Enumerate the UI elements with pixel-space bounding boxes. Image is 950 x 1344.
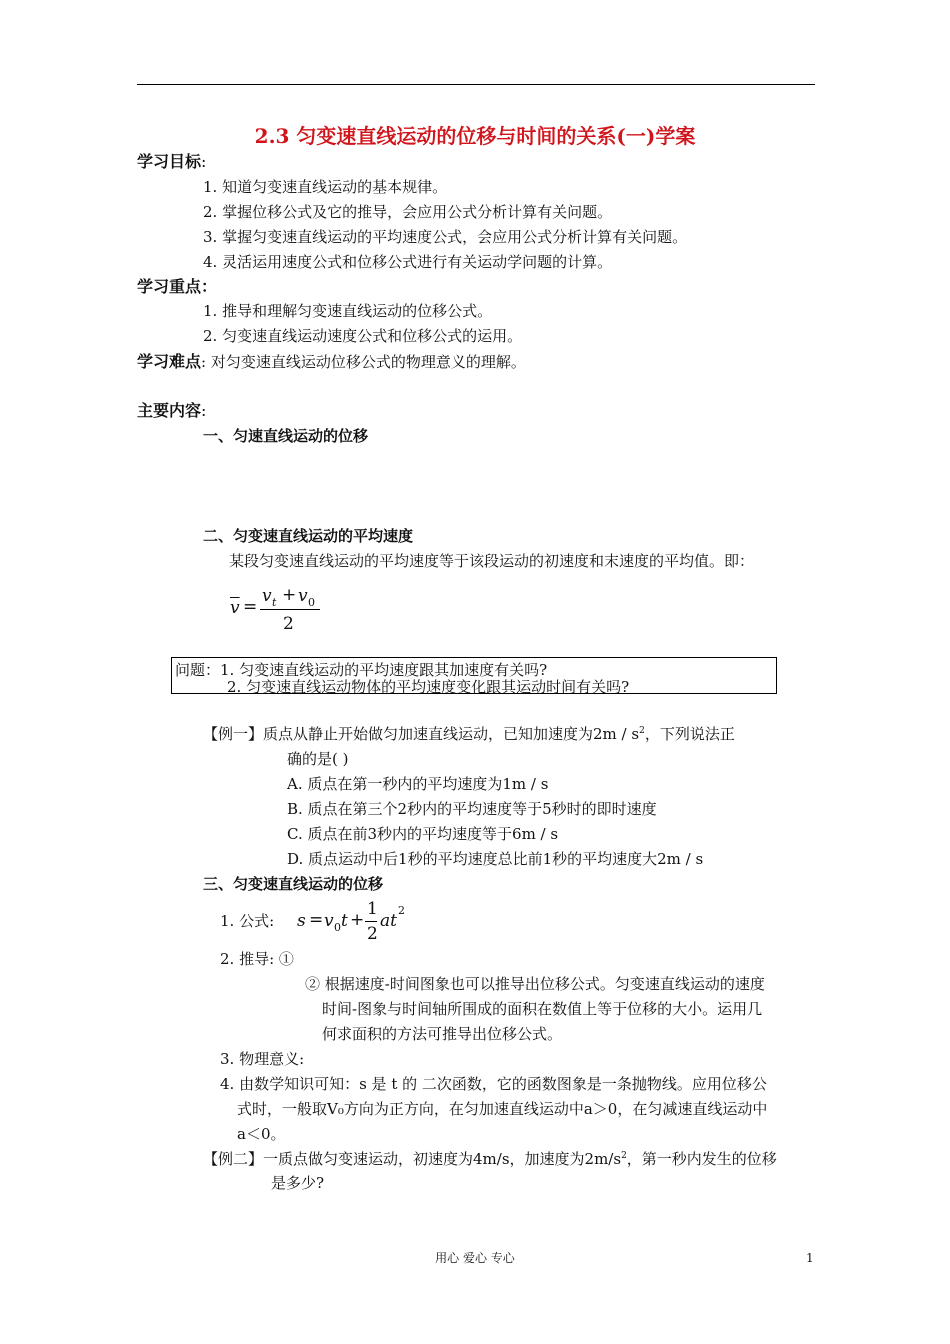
formula-sq: 2: [398, 904, 405, 917]
formula-vbar: $\overline{v}$: [230, 598, 240, 618]
formula-v: v: [324, 911, 334, 931]
formula-plus: +: [282, 585, 297, 605]
fraction-bar: [260, 609, 320, 610]
example1-option: D. 质点运动中后1秒的平均速度总比前1秒的平均速度大2m / s: [287, 850, 704, 868]
formula-sub-t: t: [272, 596, 277, 609]
example1-text-end: ，下列说法正: [644, 725, 735, 743]
example1-line1: [203, 725, 735, 743]
objective-item: 1. 知道匀变速直线运动的基本规律。: [203, 178, 448, 196]
section2-text: 某段匀变速直线运动的平均速度等于该段运动的初速度和末速度的平均值。即：: [229, 552, 755, 570]
objective-item: 4. 灵活运用速度公式和位移公式进行有关运动学问题的计算。: [203, 253, 613, 271]
objectives-heading: [137, 152, 206, 171]
derive-line: 何求面积的方法可推导出位移公式。: [322, 1025, 563, 1043]
example2-label: 【例二】: [203, 1150, 264, 1168]
objectives-heading-text: 学习目标: [137, 152, 202, 171]
displacement-formula: [297, 899, 417, 947]
formula-vt: v: [262, 586, 272, 606]
item4-line: a＜0。: [237, 1125, 286, 1143]
formula-v0: v: [298, 586, 308, 606]
footer-motto: 用心 爱心 专心: [435, 1251, 515, 1265]
key-point-item: 1. 推导和理解匀变速直线运动的位移公式。: [203, 302, 493, 320]
formula-denominator: 2: [283, 614, 294, 634]
example1-line2: 确的是( ): [287, 750, 349, 768]
section2-heading: 二、匀变速直线运动的平均速度: [203, 527, 414, 545]
section3-heading: 三、匀变速直线运动的位移: [203, 875, 384, 893]
section1-heading: 一、匀速直线运动的位移: [203, 427, 369, 445]
formula-s: s: [297, 911, 306, 931]
example2-line1: [203, 1150, 777, 1168]
main-heading: [137, 401, 206, 420]
example1-option: A. 质点在第一秒内的平均速度为1m / s: [287, 775, 549, 793]
formula-half-den: 2: [367, 924, 378, 944]
formula-label: 1. 公式:: [220, 912, 275, 930]
difficulty-line: [137, 352, 526, 371]
page-number: 1: [806, 1251, 814, 1265]
formula-at: at: [380, 911, 397, 931]
example1-label: 【例一】: [203, 725, 264, 743]
example1-option: C. 质点在前3秒内的平均速度等于6m / s: [287, 825, 559, 843]
formula-equals: =: [243, 597, 258, 617]
key-points-heading: 学习重点：: [137, 277, 218, 296]
formula-half-num: 1: [367, 899, 378, 919]
example2-text: 一质点做匀变速运动，初速度为4m/s，加速度为2m/s: [263, 1150, 622, 1168]
difficulty-heading: 学习难点: [137, 352, 202, 371]
item4-line: 4. 由数学知识可知：s 是 t 的 二次函数，它的函数图象是一条抛物线。应用位移公: [220, 1075, 767, 1093]
question-line-2: 2. 匀变速直线运动物体的平均速度变化跟其运动时间有关吗?: [227, 678, 630, 696]
example1-sup: 2: [639, 726, 645, 736]
objectives-colon: :: [201, 152, 207, 171]
main-heading-text: 主要内容: [137, 401, 202, 420]
formula-eq2: =: [309, 910, 324, 930]
header-rule: [137, 84, 815, 85]
formula-v-sub: 0: [334, 921, 341, 934]
example1-option: B. 质点在第三个2秒内的平均速度等于5秒时的即时速度: [287, 800, 657, 818]
questions-box: [171, 657, 777, 694]
item4-line: 式时，一般取V₀方向为正方向，在匀加速直线运动中a＞0，在匀减速直线运动中: [237, 1100, 768, 1118]
document-title: 2.3 匀变速直线运动的位移与时间的关系(一)学案: [254, 124, 696, 148]
formula-sub-0: 0: [308, 596, 315, 609]
derive-line: 时间-图象与时间轴所围成的面积在数值上等于位移的大小。运用几: [322, 1000, 763, 1018]
question-line-1: 问题：1. 匀变速直线运动的平均速度跟其加速度有关吗?: [175, 661, 548, 679]
main-colon: :: [201, 401, 207, 420]
difficulty-text: : 对匀变速直线运动位移公式的物理意义的理解。: [201, 353, 526, 371]
example2-sup: 2: [621, 1151, 627, 1161]
example1-text: 质点从静止开始做匀加速直线运动，已知加速度为2m / s: [263, 725, 640, 743]
example2-text-end: ，第一秒内发生的位移: [626, 1150, 777, 1168]
half-fraction-bar: [365, 921, 377, 922]
objective-item: 3. 掌握匀变速直线运动的平均速度公式，会应用公式分析计算有关问题。: [203, 228, 688, 246]
example2-line2: 是多少?: [271, 1174, 325, 1192]
derive-line: ② 根据速度-时间图象也可以推导出位移公式。匀变速直线运动的速度: [305, 975, 765, 993]
formula-t: t: [341, 911, 348, 931]
objective-item: 2. 掌握位移公式及它的推导，会应用公式分析计算有关问题。: [203, 203, 613, 221]
key-point-item: 2. 匀变速直线运动速度公式和位移公式的运用。: [203, 327, 523, 345]
average-velocity-formula: [230, 584, 330, 634]
formula-plus2: +: [350, 910, 365, 930]
derive-label: 2. 推导: ①: [220, 950, 294, 968]
physical-meaning: 3. 物理意义:: [220, 1050, 305, 1068]
